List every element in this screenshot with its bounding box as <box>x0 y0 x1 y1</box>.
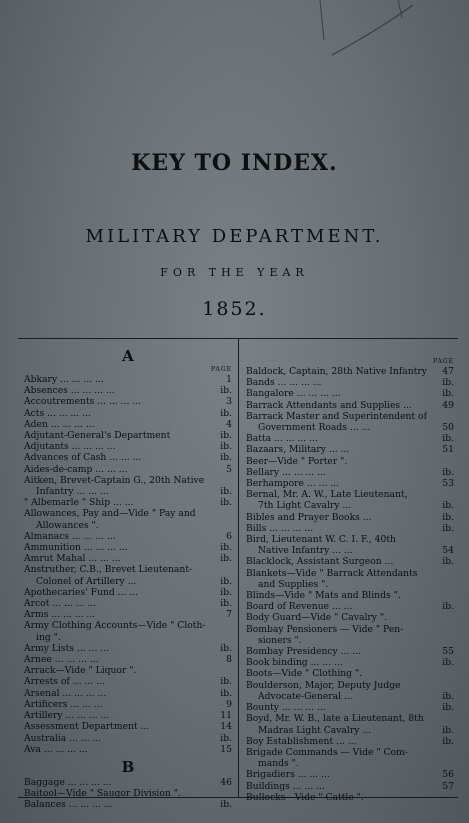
entry-title: Boots—Vide " Clothing ". <box>246 668 363 680</box>
entry-title: Artillery ... ... ... ... <box>24 710 110 722</box>
entry-title: mands ". <box>258 758 299 770</box>
index-entry <box>24 598 232 609</box>
entry-title: Ava ... ... ... ... <box>24 743 88 755</box>
index-entry <box>246 422 454 433</box>
entry-page: ib. <box>220 575 232 587</box>
entry-page: 57 <box>442 780 454 792</box>
index-entry <box>24 520 232 531</box>
index-entry <box>24 609 232 620</box>
index-entry <box>246 512 454 523</box>
entry-title: Absences ... ... ... ... <box>24 385 115 397</box>
entry-title: Baggage ... ... ... ... <box>24 776 112 788</box>
entry-page <box>450 456 454 467</box>
index-entry <box>246 758 454 769</box>
entry-page <box>228 620 232 631</box>
index-entry <box>246 781 454 792</box>
entries-b <box>24 777 232 811</box>
index-entry <box>24 744 232 755</box>
entry-page: 47 <box>442 366 454 377</box>
entry-page <box>450 590 454 601</box>
entry-page: ib. <box>442 735 454 747</box>
entry-title: Arcot ... ... ... ... <box>24 598 97 610</box>
entry-page: 56 <box>442 769 454 781</box>
entry-title: Arrack—Vide " Liquor ". <box>24 665 137 677</box>
entry-page: ib. <box>220 687 232 699</box>
entry-title: Allowances ". <box>36 519 99 531</box>
entry-title: Apothecaries' Fund ... ... <box>24 586 139 598</box>
index-entry <box>246 635 454 646</box>
index-entry <box>24 632 232 643</box>
entry-page <box>450 534 454 545</box>
entry-page <box>450 680 454 691</box>
index-entry <box>246 668 454 679</box>
entry-page: ib. <box>442 522 454 534</box>
entry-title: Boy Establishment ... ... <box>246 735 357 747</box>
index-entry <box>246 478 454 489</box>
index-entry <box>24 620 232 631</box>
entry-page: ib. <box>220 732 232 744</box>
entry-page: ib. <box>220 441 232 453</box>
entry-title: Colonel of Artillery ... <box>36 575 137 587</box>
index-entry <box>246 702 454 713</box>
entry-title: and Supplies ". <box>258 578 329 590</box>
entry-page: 49 <box>442 399 454 411</box>
index-entry <box>24 564 232 575</box>
entry-title: Body Guard—Vide " Cavalry ". <box>246 612 388 624</box>
index-entry <box>24 508 232 519</box>
entry-page: 3 <box>226 396 232 408</box>
entry-page: ib. <box>442 702 454 714</box>
index-entry <box>246 388 454 399</box>
index-entry <box>246 579 454 590</box>
entry-page <box>228 632 232 643</box>
index-entry <box>246 456 454 467</box>
entry-page <box>450 792 454 803</box>
index-entry <box>24 374 232 385</box>
entry-title: Advances of Cash ... ... ... <box>24 452 142 464</box>
column-divider <box>238 338 239 798</box>
entry-title: Blankets—Vide " Barrack Attendants <box>246 567 418 579</box>
entry-title: Batta ... ... ... ... <box>246 433 318 445</box>
entry-title: Board of Revenue ... ... <box>246 601 353 613</box>
entry-page <box>228 508 232 519</box>
page-title: KEY TO INDEX. <box>131 150 338 176</box>
entry-title: Abkary ... ... ... ... <box>24 374 104 385</box>
entry-title: Boulderson, Major, Deputy Judge <box>246 679 401 691</box>
entry-title: Bills ... ... ... ... <box>246 522 314 534</box>
entry-page: 46 <box>220 776 232 788</box>
entry-title: Brigade Commands — Vide " Com- <box>246 746 408 758</box>
entry-title: Arnee ... ... ... ... <box>24 654 99 666</box>
pencil-mark <box>318 0 428 60</box>
entry-title: Acts ... ... ... ... <box>24 407 91 419</box>
index-entry <box>246 601 454 612</box>
entry-title: Bird, Lieutenant W. C. I. F., 40th <box>246 534 396 546</box>
entry-page: ib. <box>442 433 454 445</box>
entry-title: Beer—Vide " Porter ". <box>246 455 348 467</box>
index-entry <box>246 713 454 724</box>
index-entry <box>24 475 232 486</box>
entry-title: 7th Light Cavalry ... <box>258 500 352 512</box>
entries-right <box>246 366 454 803</box>
entry-title: Brigadiers ... ... ... <box>246 769 330 781</box>
entry-page: ib. <box>220 586 232 598</box>
entry-page <box>450 489 454 500</box>
entry-page <box>450 635 454 646</box>
entry-page: 14 <box>220 721 232 733</box>
entry-title: Government Roads ... ... <box>258 422 371 434</box>
entry-title: Assessment Department ... <box>24 721 150 733</box>
entry-page <box>228 665 232 676</box>
entry-page: ib. <box>442 377 454 389</box>
index-entry <box>246 612 454 623</box>
index-entry <box>24 542 232 553</box>
index-entry <box>246 366 454 377</box>
index-entry <box>246 534 454 545</box>
index-entry <box>24 665 232 676</box>
department-heading: MILITARY DEPARTMENT. <box>85 226 384 247</box>
section-letter-b: B <box>121 757 135 776</box>
entry-title: Australia ... ... ... <box>24 732 102 744</box>
entry-page: 5 <box>226 463 232 475</box>
entry-page: ib. <box>220 642 232 654</box>
entry-page <box>450 624 454 635</box>
index-entry <box>246 792 454 803</box>
index-entry <box>24 710 232 721</box>
entry-page: 15 <box>220 743 232 755</box>
index-entry <box>246 411 454 422</box>
entry-title: Bombay Presidency ... ... <box>246 646 362 658</box>
entry-page <box>450 668 454 679</box>
index-entry <box>24 497 232 508</box>
entry-title: sioners ". <box>258 634 302 646</box>
index-entry <box>246 568 454 579</box>
entry-title: Barrack Master and Superintendent of <box>246 410 427 422</box>
entry-page: ib. <box>220 407 232 419</box>
entry-page: 1 <box>226 374 232 385</box>
entry-title: Artificers ... ... ... <box>24 698 103 710</box>
index-entry <box>24 553 232 564</box>
index-entry <box>24 576 232 587</box>
entry-title: Aides-de-camp ... ... ... <box>24 463 128 475</box>
index-entry <box>24 654 232 665</box>
entry-page: ib. <box>220 452 232 464</box>
section-letter-a: A <box>122 347 134 365</box>
index-entry <box>246 736 454 747</box>
entry-title: Bangalore ... ... ... ... <box>246 388 341 400</box>
entry-page: 6 <box>226 530 232 542</box>
entry-page <box>228 475 232 486</box>
index-entry <box>24 441 232 452</box>
entry-page <box>450 579 454 590</box>
entry-title: Native Infantry ... ... <box>258 545 353 557</box>
entry-page: 11 <box>220 710 232 722</box>
entry-page: ib. <box>220 430 232 442</box>
entry-title: Bands ... ... ... ... <box>246 377 322 389</box>
entry-title: Bazaars, Military ... ... <box>246 444 350 456</box>
entry-title: Book binding ... ... ... <box>246 657 343 669</box>
entry-page: ib. <box>220 676 232 688</box>
index-entry <box>24 721 232 732</box>
entry-page: ib. <box>442 466 454 478</box>
entry-title: Balances ... ... ... ... <box>24 799 113 811</box>
index-entry <box>246 769 454 780</box>
index-entry <box>24 531 232 542</box>
entry-title: Bullocks—Vide " Cattle ". <box>246 791 364 803</box>
index-entry <box>24 688 232 699</box>
index-entry <box>24 452 232 463</box>
entry-page <box>450 568 454 579</box>
index-entry <box>24 419 232 430</box>
entry-title: Barrack Attendants and Supplies ... <box>246 399 412 411</box>
index-entry <box>24 699 232 710</box>
index-entry <box>24 396 232 407</box>
index-entry <box>24 733 232 744</box>
entry-page: 55 <box>442 646 454 658</box>
entry-title: Blinds—Vide " Mats and Blinds ". <box>246 590 401 602</box>
index-entry <box>246 657 454 668</box>
entry-title: Allowances, Pay and—Vide " Pay and <box>24 508 196 520</box>
entry-page <box>228 788 232 799</box>
entry-title: Madras Light Cavalry ... <box>258 724 372 736</box>
entry-title: Accoutrements ... ... ... ... <box>24 396 142 408</box>
index-entry <box>246 523 454 534</box>
year-label: 1852. <box>202 298 267 320</box>
entry-page: ib. <box>220 385 232 397</box>
index-entry <box>246 433 454 444</box>
index-column-right <box>246 346 454 803</box>
index-entry <box>246 545 454 556</box>
index-entry <box>24 486 232 497</box>
entry-title: Bombay Pensioners — Vide " Pen- <box>246 623 404 635</box>
entry-title: Baitool—Vide " Saugor Division ". <box>24 788 181 800</box>
index-entry <box>24 385 232 396</box>
entry-title: Ammunition ... ... ... ... <box>24 542 128 554</box>
index-entry <box>24 430 232 441</box>
page-column-heading: PAGE <box>433 358 454 365</box>
entry-page: ib. <box>442 511 454 523</box>
entry-page: ib. <box>220 553 232 565</box>
index-entry <box>24 676 232 687</box>
entry-page <box>450 747 454 758</box>
entry-title: Arms ... ... ... ... <box>24 609 96 621</box>
entry-title: Army Clothing Accounts—Vide " Cloth- <box>24 620 206 632</box>
entry-page: ib. <box>442 556 454 568</box>
index-entry <box>246 400 454 411</box>
index-entry <box>24 799 232 810</box>
entry-page: ib. <box>442 690 454 702</box>
entry-title: Aden ... ... ... ... <box>24 418 95 430</box>
entry-page: 51 <box>442 444 454 456</box>
entry-page <box>450 612 454 623</box>
index-entry <box>24 587 232 598</box>
index-entry <box>24 464 232 475</box>
entry-page: 50 <box>442 422 454 434</box>
entry-page: 54 <box>442 545 454 557</box>
entry-title: Amrut Mahal ... ... ... <box>24 553 121 565</box>
entry-page: ib. <box>220 799 232 811</box>
entry-page: ib. <box>442 657 454 669</box>
entry-page: ib. <box>220 486 232 498</box>
page-column-heading: PAGE <box>211 366 232 373</box>
entry-title: Baldock, Captain, 28th Native Infantry <box>246 366 427 377</box>
index-entry <box>246 444 454 455</box>
entry-title: Bellary ... ... ... ... <box>246 466 326 478</box>
entry-page: ib. <box>442 724 454 736</box>
entry-page: ib. <box>442 601 454 613</box>
entry-page: 53 <box>442 478 454 490</box>
entry-title: Boyd, Mr. W. B., late a Lieutenant, 8th <box>246 713 424 725</box>
entry-title: Bernal, Mr. A. W., Late Lieutenant, <box>246 489 408 501</box>
index-entry <box>246 467 454 478</box>
index-entry <box>246 489 454 500</box>
index-column-left <box>24 346 232 811</box>
entry-title: Advocate-General ... <box>258 690 353 702</box>
entry-page <box>450 411 454 422</box>
entry-title: Aitken, Brevet-Captain G., 20th Native <box>24 474 205 486</box>
entry-page: ib. <box>220 598 232 610</box>
entry-page: 8 <box>226 654 232 666</box>
entry-page <box>228 520 232 531</box>
entry-page <box>228 564 232 575</box>
entry-page: ib. <box>442 500 454 512</box>
index-entry <box>246 377 454 388</box>
entry-page: ib. <box>442 388 454 400</box>
entry-title: ing ". <box>36 631 61 643</box>
index-entry <box>246 747 454 758</box>
entry-page: ib. <box>220 542 232 554</box>
index-entry <box>246 725 454 736</box>
entry-page: 4 <box>226 418 232 430</box>
index-entry <box>24 777 232 788</box>
entry-title: Arsenal ... ... ... ... <box>24 687 107 699</box>
index-entry <box>24 643 232 654</box>
entry-title: Bounty ... ... ... ... <box>246 702 326 714</box>
index-entry <box>246 680 454 691</box>
entry-title: Adjutants ... ... ... ... <box>24 441 116 453</box>
index-entry <box>246 646 454 657</box>
for-the-year-label: FOR THE YEAR <box>160 266 309 279</box>
entry-page: 7 <box>226 609 232 621</box>
entry-title: Berhampore ... ... ... <box>246 478 339 490</box>
entries-a <box>24 374 232 755</box>
entry-page: ib. <box>220 497 232 509</box>
index-entry <box>246 590 454 601</box>
entry-title: Anstruther, C.B., Brevet Lieutenant- <box>24 564 193 576</box>
index-entry <box>246 691 454 702</box>
entry-title: Adjutant-General's Department <box>24 430 171 442</box>
entry-title: Infantry ... ... ... <box>36 486 109 498</box>
index-entry <box>246 556 454 567</box>
index-entry <box>24 788 232 799</box>
entry-title: Army Lists ... ... ... <box>24 642 110 654</box>
entry-page <box>450 758 454 769</box>
index-entry <box>246 500 454 511</box>
index-entry <box>246 624 454 635</box>
entry-title: Bibles and Prayer Books ... <box>246 511 372 523</box>
index-entry <box>24 408 232 419</box>
entry-page <box>450 713 454 724</box>
entry-title: Almanacs ... ... ... ... <box>24 530 116 542</box>
entry-title: Arrests of ... ... ... <box>24 676 105 688</box>
entry-title: " Albemarle " Ship ... ... <box>24 497 134 509</box>
entry-title: Blacklock, Assistant Surgeon ... <box>246 556 394 568</box>
entry-title: Buildings ... ... ... <box>246 780 325 792</box>
entry-page: 9 <box>226 698 232 710</box>
